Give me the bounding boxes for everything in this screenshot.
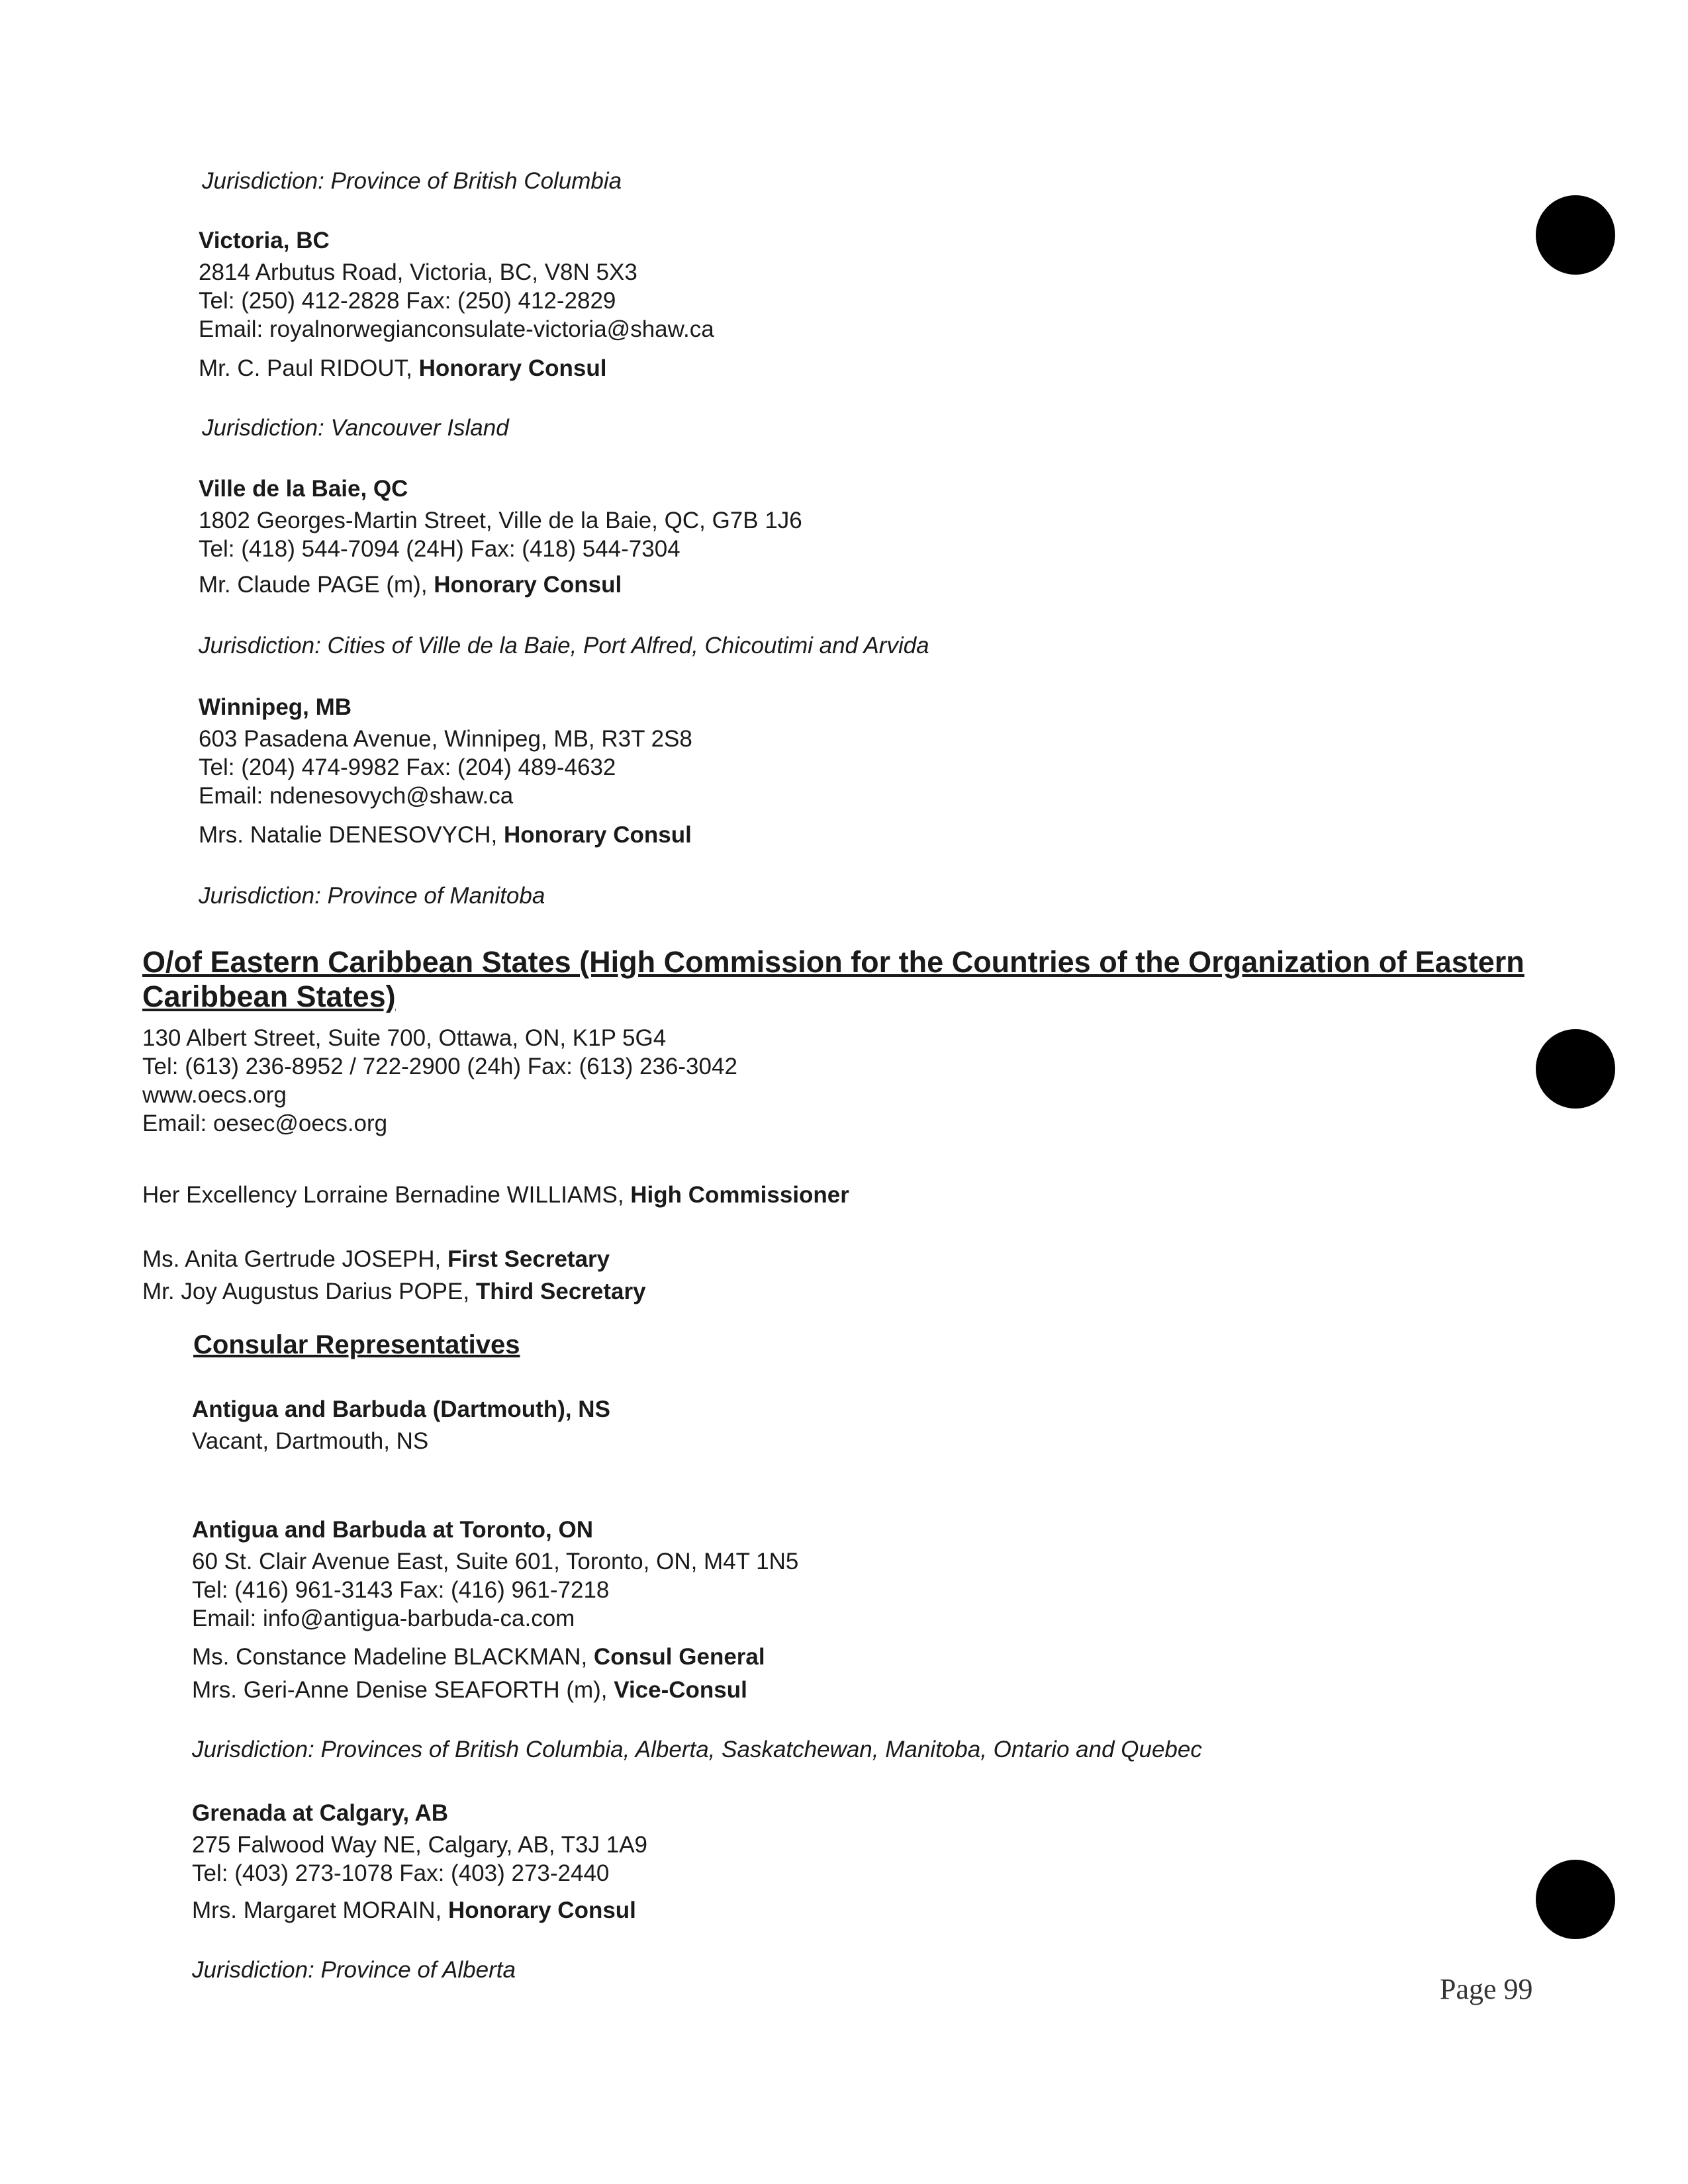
person-name: Mrs. Geri-Anne Denise SEAFORTH (m), [192,1677,614,1703]
phone-line: Tel: (613) 236-8952 / 722-2900 (24h) Fax: (613) 236-3042 [142,1054,737,1079]
punch-hole-bottom [1536,1860,1615,1939]
address-line: 603 Pasadena Avenue, Winnipeg, MB, R3T 2S8 [199,726,692,752]
staff-line [142,1245,610,1273]
person-role: High Commissioner [630,1182,849,1208]
high-commissioner-line [142,1181,849,1209]
person-name: Mrs. Margaret MORAIN, [192,1897,448,1923]
person-role: Consul General [593,1644,765,1670]
phone-line: Tel: (204) 474-9982 Fax: (204) 489-4632 [199,754,616,780]
phone-line: Tel: (250) 412-2828 Fax: (250) 412-2829 [199,288,616,314]
city-heading: Winnipeg, MB [199,694,352,720]
person-role: Honorary Consul [434,572,622,598]
phone-line: Tel: (418) 544-7094 (24H) Fax: (418) 544-7304 [199,536,680,562]
person-name: Mr. C. Paul RIDOUT, [199,355,419,381]
city-heading: Antigua and Barbuda (Dartmouth), NS [192,1396,610,1422]
punch-hole-middle [1536,1029,1615,1109]
page-number: Page 99 [1440,1973,1533,2005]
person-role: Honorary Consul [447,1897,636,1923]
staff-line [142,1277,646,1306]
person-role: Honorary Consul [503,822,692,848]
mission-heading: O/of Eastern Caribbean States (High Commission for the Countries of the Organization of Eastern Caribbean States) [142,945,1524,1013]
person-line [199,570,622,599]
person-line [199,354,606,383]
jurisdiction: Jurisdiction: Province of Manitoba [199,883,545,909]
jurisdiction: Jurisdiction: Cities of Ville de la Baie, Port Alfred, Chicoutimi and Arvida [199,633,929,659]
city-heading: Ville de la Baie, QC [199,476,408,502]
person-name: Ms. Anita Gertrude JOSEPH, [142,1246,447,1272]
person-name: Ms. Constance Madeline BLACKMAN, [192,1644,594,1670]
consular-heading: Consular Representatives [193,1330,520,1359]
city-heading: Antigua and Barbuda at Toronto, ON [192,1517,593,1543]
email-line: Email: info@antigua-barbuda-ca.com [192,1606,575,1631]
person-role: Honorary Consul [418,355,607,381]
person-line [199,821,692,849]
jurisdiction: Jurisdiction: Vancouver Island [202,415,509,441]
punch-hole-top [1536,195,1615,275]
person-name: Mr. Claude PAGE (m), [199,572,434,598]
phone-line: Tel: (403) 273-1078 Fax: (403) 273-2440 [192,1860,610,1886]
address-line: 2814 Arbutus Road, Victoria, BC, V8N 5X3 [199,259,637,285]
address-line: 275 Falwood Way NE, Calgary, AB, T3J 1A9 [192,1832,648,1858]
person-role: First Secretary [447,1246,610,1272]
jurisdiction: Jurisdiction: Province of Alberta [192,1957,516,1983]
address-line: 1802 Georges-Martin Street, Ville de la Baie, QC, G7B 1J6 [199,508,802,533]
phone-line: Tel: (416) 961-3143 Fax: (416) 961-7218 [192,1577,610,1603]
person-role: Vice-Consul [614,1677,747,1703]
person-name: Her Excellency Lorraine Bernadine WILLIAMS, [142,1182,631,1208]
city-heading: Grenada at Calgary, AB [192,1800,449,1826]
email-line: Email: ndenesovych@shaw.ca [199,783,514,809]
email-line: Email: royalnorwegianconsulate-victoria@shaw.ca [199,316,714,342]
website-line: www.oecs.org [142,1082,287,1108]
person-role: Third Secretary [475,1279,646,1304]
jurisdiction: Jurisdiction: Provinces of British Columbia, Alberta, Saskatchewan, Manitoba, Ontario and Quebec [192,1737,1202,1762]
person-line [192,1896,636,1925]
email-line: Email: oesec@oecs.org [142,1111,388,1136]
address-line: 130 Albert Street, Suite 700, Ottawa, ON, K1P 5G4 [142,1025,667,1051]
address-line: 60 St. Clair Avenue East, Suite 601, Toronto, ON, M4T 1N5 [192,1549,799,1574]
person-name: Mrs. Natalie DENESOVYCH, [199,822,504,848]
person-line [192,1643,765,1671]
status-line: Vacant, Dartmouth, NS [192,1428,429,1454]
jurisdiction-british-columbia: Jurisdiction: Province of British Columbia [202,168,622,194]
person-line [192,1676,747,1704]
city-heading: Victoria, BC [199,228,330,253]
person-name: Mr. Joy Augustus Darius POPE, [142,1279,476,1304]
